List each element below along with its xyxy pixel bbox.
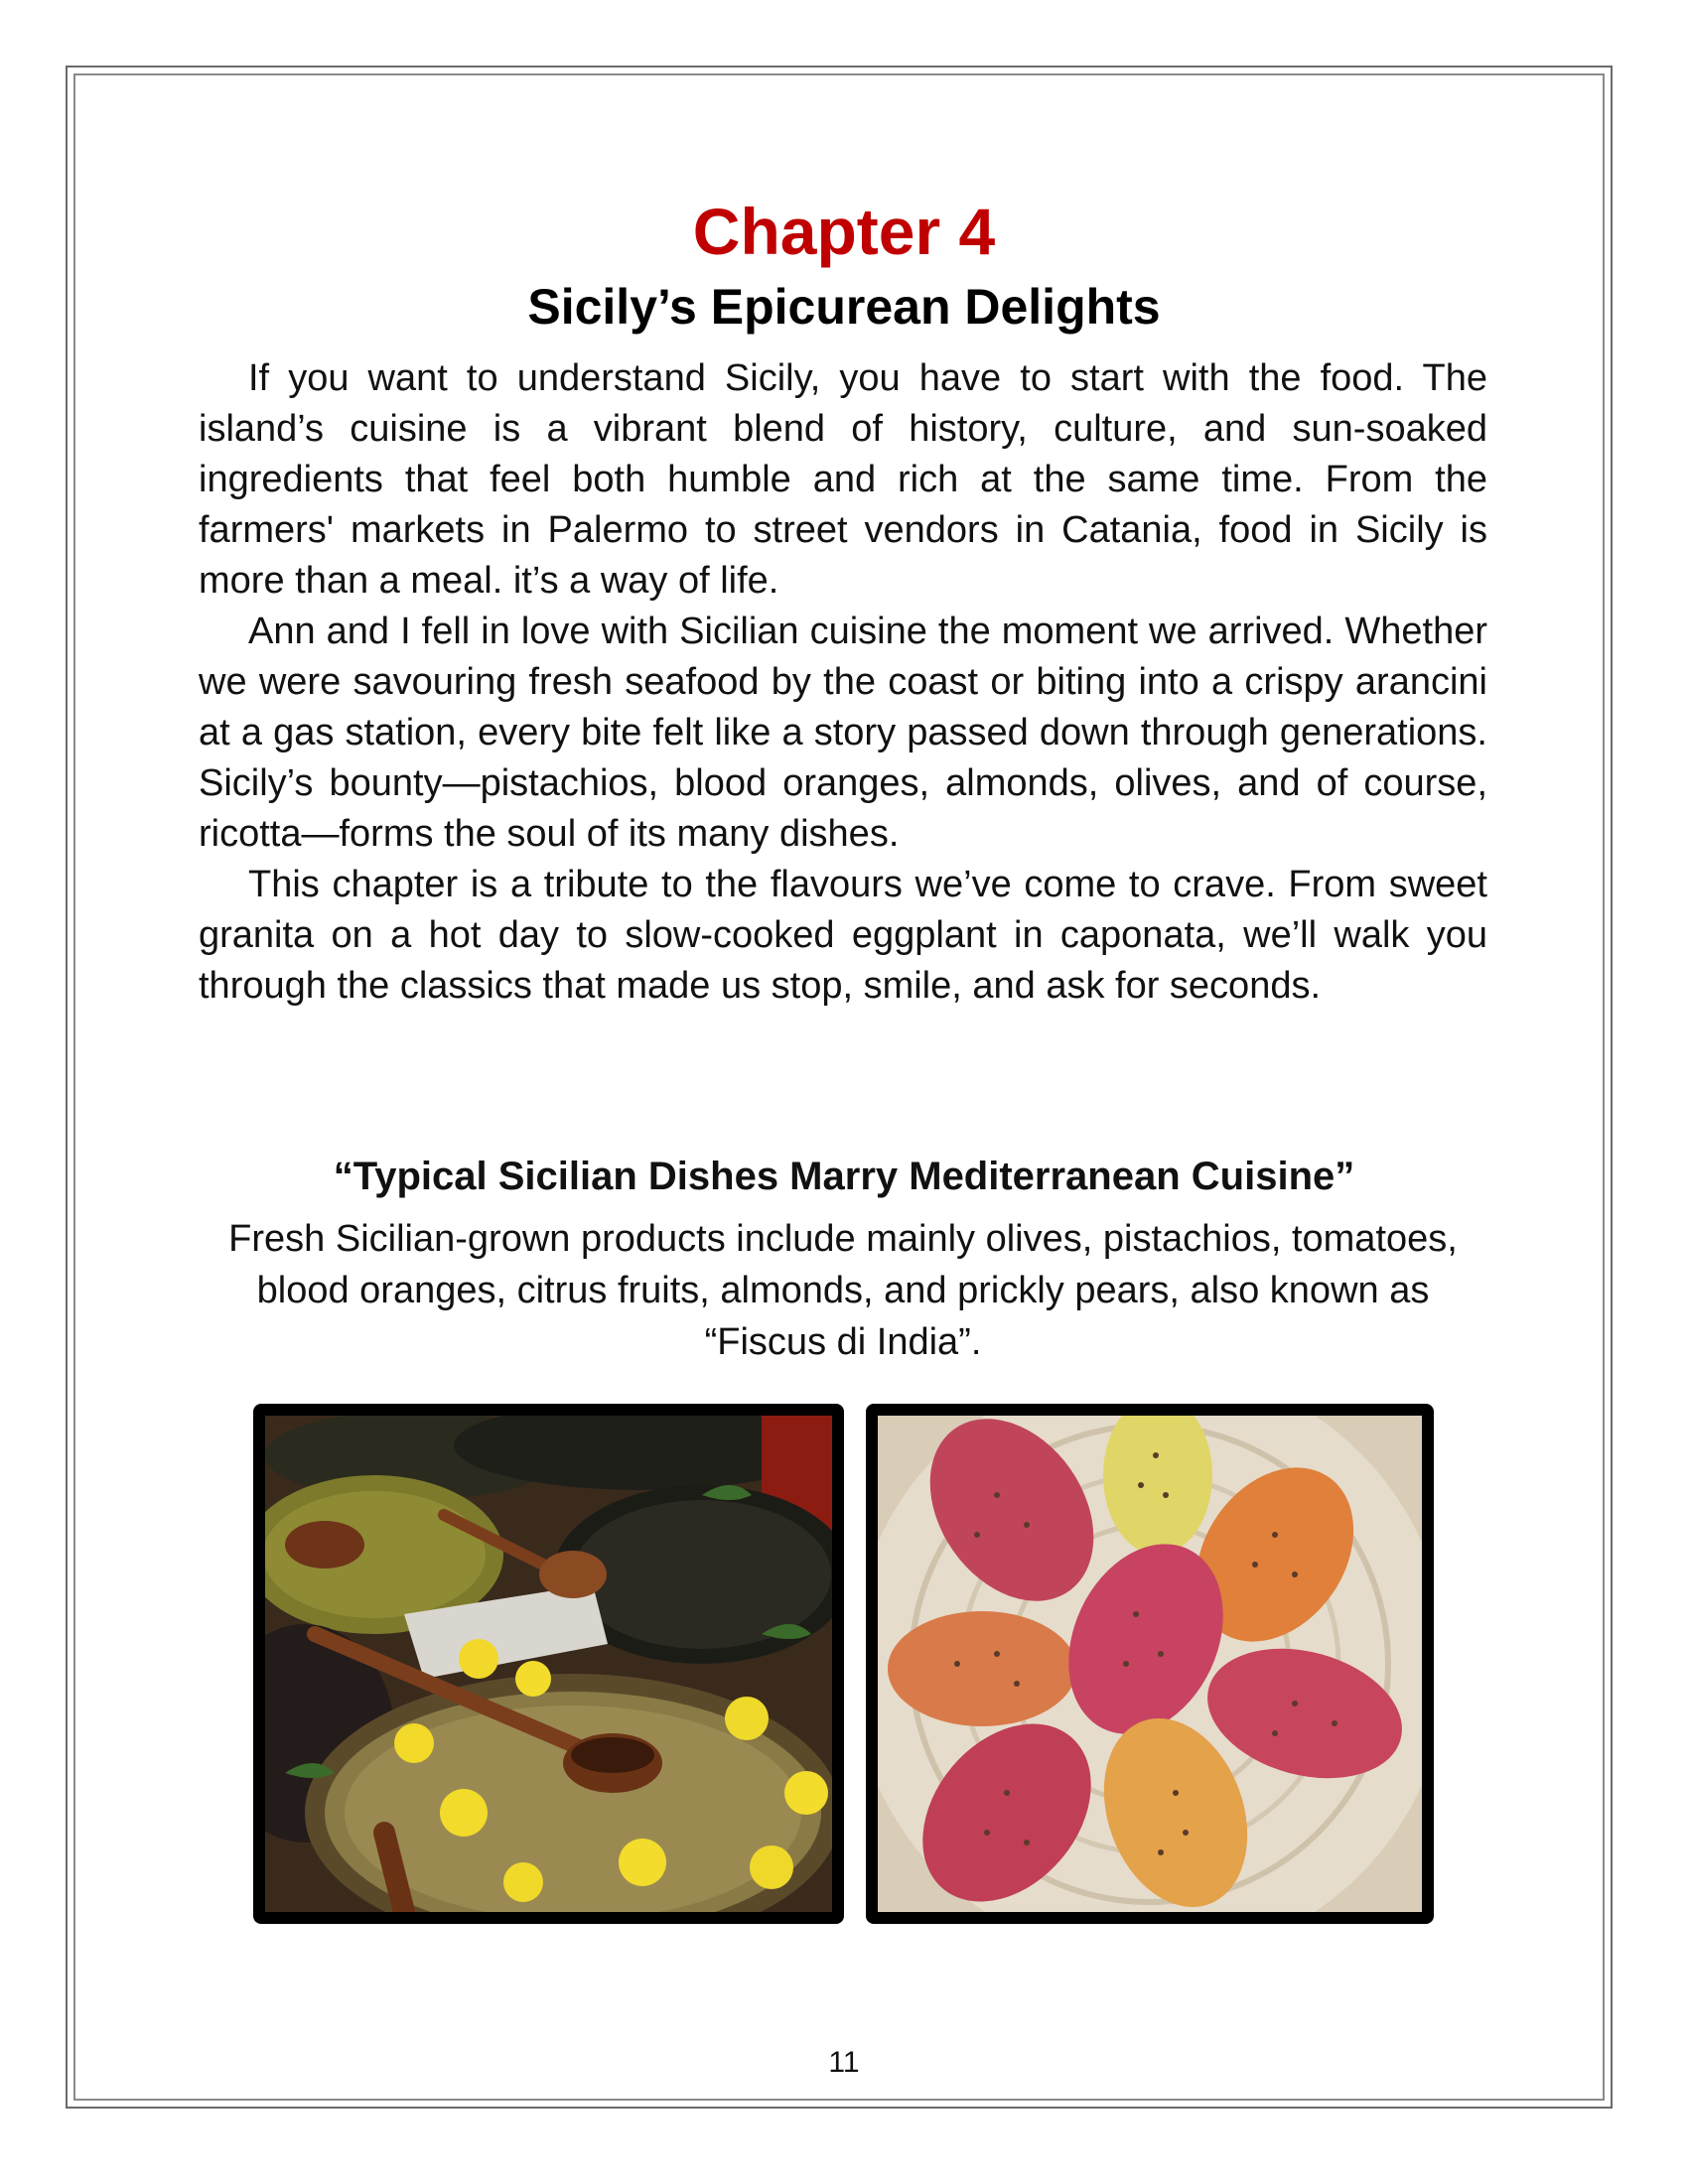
chapter-number: Chapter 4	[692, 195, 996, 268]
chapter-body	[199, 353, 1487, 1012]
olive-market-photo	[253, 1404, 844, 1924]
chapter-title: Sicily’s Epicurean Delights	[527, 279, 1161, 335]
page-number: 11	[828, 2046, 860, 2079]
paragraph-3: This chapter is a tribute to the flavours we’ve come to crave. From sweet granita on a hot day to slow-cooked eggplant in caponata, we’ll walk you through the classics that made us stop, smile, and ask for seconds.	[199, 864, 1487, 1007]
paragraph-1: If you want to understand Sicily, you have to start with the food. The island’s cuisine is a vibrant blend of history, culture, and sun-soaked ingredients that feel both humble and rich at the same time. From the farmers' markets in Palermo to street vendors in Catania, food in Sicily is more than a meal. it’s a way of life.	[199, 357, 1487, 602]
section-text: Fresh Sicilian-grown products include mainly olives, pistachios, tomatoes, blood oranges, citrus fruits, almonds, and prickly pears, also known as “Fiscus di India”.	[228, 1218, 1458, 1363]
section-heading: “Typical Sicilian Dishes Marry Mediterranean Cuisine”	[333, 1155, 1355, 1198]
prickly-pears-photo	[866, 1404, 1434, 1924]
paragraph-2: Ann and I fell in love with Sicilian cuisine the moment we arrived. Whether we were savouring fresh seafood by the coast or biting into a crispy arancini at a gas station, every bite felt like a story passed down through generations. Sicily’s bounty—pistachios, blood oranges, almonds, olives, and of course, ricotta—forms the soul of its many dishes.	[199, 611, 1487, 855]
